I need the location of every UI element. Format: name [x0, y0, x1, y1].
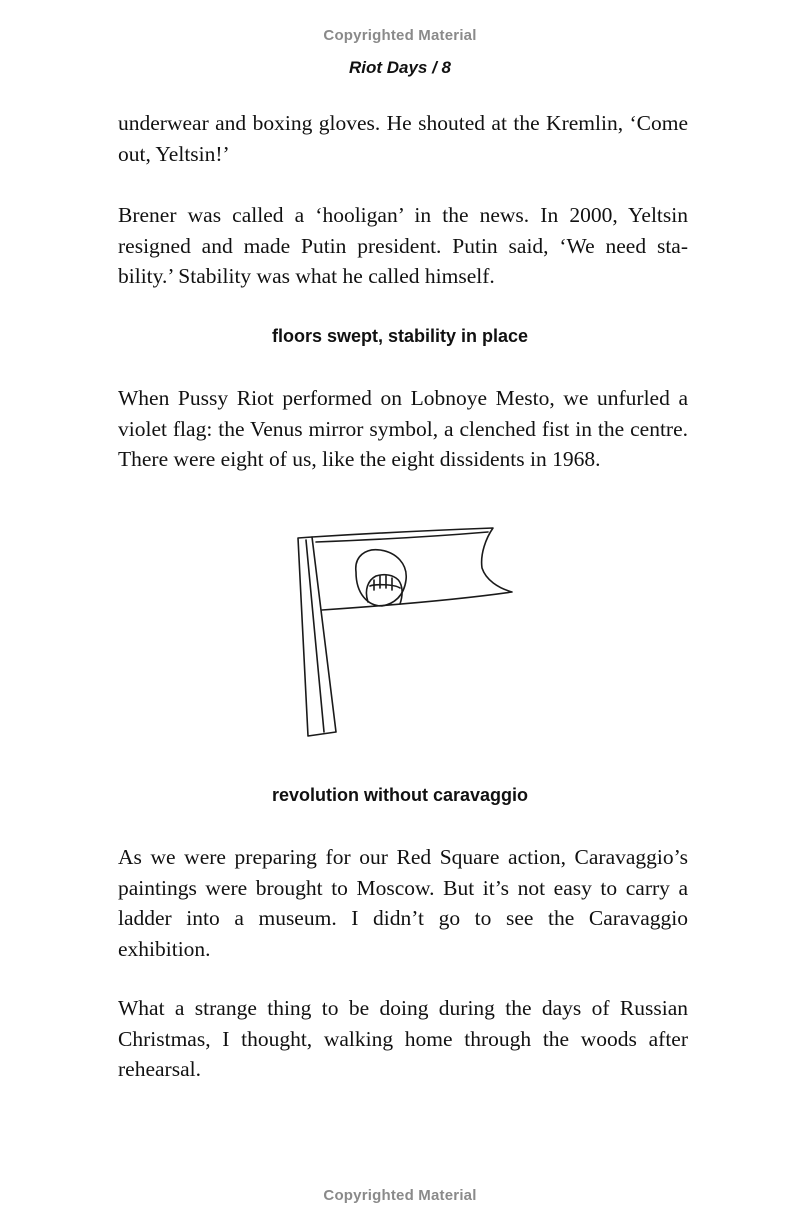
paragraph-line: underwear and boxing gloves. He shouted at the Kremlin, ‘Come [118, 111, 688, 135]
paragraph-line: Brener was called a ‘hooligan’ in the news. In 2000, Yeltsin [118, 203, 688, 227]
paragraph-2 [118, 200, 688, 292]
paragraph-line: When Pussy Riot performed on Lobnoye Mesto, we unfurled a [118, 386, 688, 410]
flag-pole-outline [298, 537, 336, 736]
paragraph-line: out, Yeltsin!’ [118, 141, 230, 166]
section-heading-caravaggio: revolution without caravaggio [271, 785, 529, 805]
paragraph-line: violet flag: the Venus mirror symbol, a clenched fist in the centre. [118, 416, 688, 441]
paragraph-4 [118, 842, 688, 964]
venus-circle [356, 550, 406, 606]
paragraph-line: ladder into a museum. I didn’t go to see the Caravaggio [118, 906, 688, 930]
paragraph-line: What a strange thing to be doing during the days of Russian [118, 996, 688, 1020]
watermark-bottom: Copyrighted Material [323, 1187, 477, 1204]
paragraph-line: paintings were brought to Moscow. But it’s not easy to carry a [118, 875, 688, 900]
flag-cloth-inner-line [316, 532, 488, 542]
paragraph-line: Christmas, I thought, walking home through the woods after [118, 1026, 688, 1051]
paragraph-line: As we were preparing for our Red Square action, Caravaggio’s [118, 845, 688, 869]
watermark-top: Copyrighted Material [323, 27, 477, 44]
hand-drawn-flag-with-fist-icon [290, 520, 520, 750]
paragraph-line: bility.’ Stability was what he called himself. [118, 264, 495, 288]
paragraph-1 [118, 108, 688, 169]
flag-pole-inner-line [306, 540, 324, 732]
paragraph-line: rehearsal. [118, 1057, 201, 1081]
paragraph-line: exhibition. [118, 936, 211, 961]
paragraph-line: There were eight of us, like the eight dissidents in 1968. [118, 447, 601, 471]
paragraph-3 [118, 383, 688, 475]
running-head: Riot Days / 8 [348, 58, 452, 77]
section-heading-stability: floors swept, stability in place [271, 326, 529, 346]
paragraph-5 [118, 993, 688, 1085]
paragraph-line: resigned and made Putin president. Putin said, ‘We need sta- [118, 233, 688, 258]
fist-fingers [374, 576, 392, 590]
